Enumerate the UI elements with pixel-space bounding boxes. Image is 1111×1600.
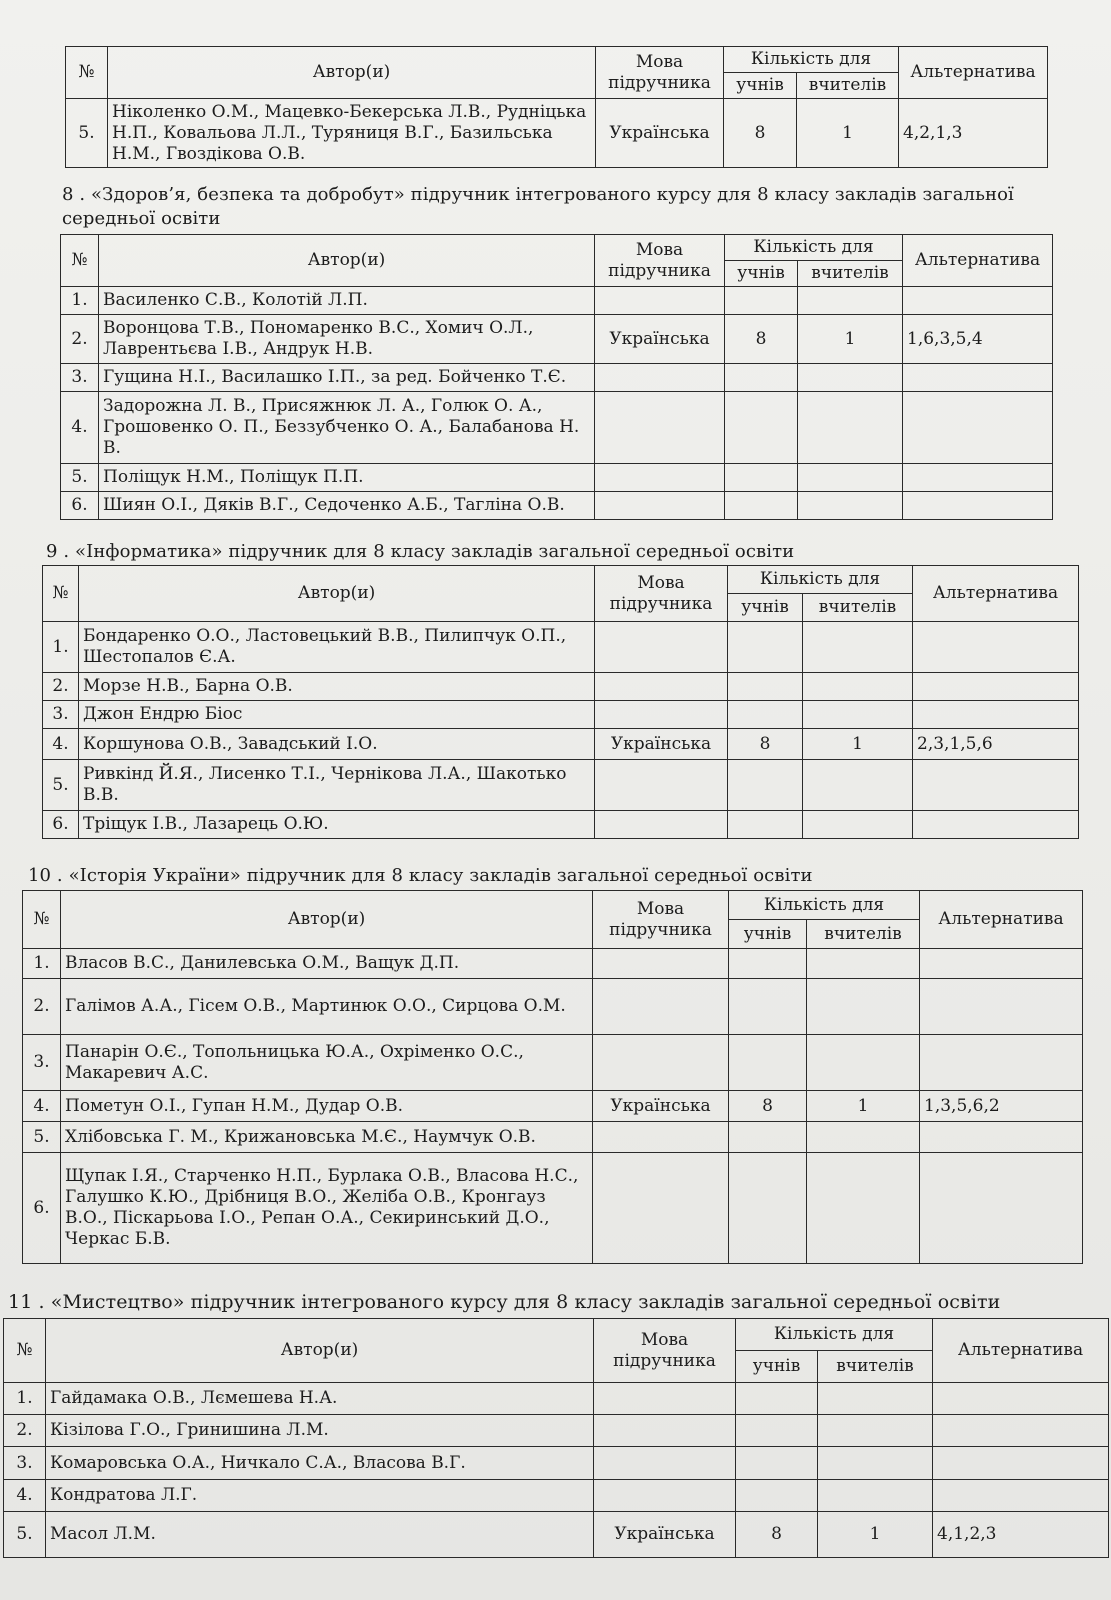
header-teachers: вчителів [803, 594, 913, 622]
table-header [23, 891, 1083, 949]
row-number: 4. [23, 1091, 61, 1122]
row-number: 5. [4, 1512, 46, 1558]
teachers-count-cell [807, 949, 920, 979]
language-cell: Українська [596, 99, 724, 168]
textbook-table-10 [22, 890, 1083, 1264]
header-teachers: вчителів [798, 261, 903, 287]
header-lang: Мова підручника [595, 566, 728, 622]
textbook-table-8 [60, 234, 1053, 520]
students-count-cell [725, 364, 798, 392]
teachers-count-cell [818, 1383, 933, 1415]
author-cell: Кондратова Л.Г. [46, 1480, 594, 1512]
language-cell [595, 811, 728, 839]
table-row [61, 287, 1053, 315]
teachers-count-cell: 1 [803, 729, 913, 760]
teachers-count-cell [803, 622, 913, 673]
students-count-cell: 8 [725, 315, 798, 364]
alternative-cell [933, 1383, 1109, 1415]
alternative-cell: 4,1,2,3 [933, 1512, 1109, 1558]
header-author: Автор(и) [108, 47, 596, 99]
author-cell: Коршунова О.В., Завадський І.О. [79, 729, 595, 760]
row-number: 1. [43, 622, 79, 673]
teachers-count-cell [807, 1122, 920, 1153]
teachers-count-cell: 1 [798, 315, 903, 364]
students-count-cell [729, 1153, 807, 1264]
language-cell: Українська [595, 729, 728, 760]
header-students: учнів [736, 1351, 818, 1383]
table-row [23, 949, 1083, 979]
table-row [61, 392, 1053, 464]
table-row [61, 492, 1053, 520]
students-count-cell [728, 811, 803, 839]
author-cell: Ніколенко О.М., Мацевко-Бекерська Л.В., Рудніцька Н.П., Ковальова Л.Л., Туряниця В.Г., Базильська Н.М., Гвоздікова О.В. [108, 99, 596, 168]
alternative-cell [920, 1153, 1083, 1264]
author-cell: Панарін О.Є., Топольницька Ю.А., Охріменко О.С., Макаревич А.С. [61, 1035, 593, 1091]
header-students: учнів [725, 261, 798, 287]
language-cell [595, 287, 725, 315]
author-cell: Задорожна Л. В., Присяжнюк Л. А., Голюк О. А., Грошовенко О. П., Беззубченко О. А., Балабанова Н. В. [99, 392, 595, 464]
language-cell [593, 1122, 729, 1153]
alternative-cell [913, 760, 1079, 811]
students-count-cell [725, 464, 798, 492]
textbook-table-9 [42, 565, 1079, 839]
teachers-count-cell [807, 1035, 920, 1091]
header-count: Кількість для [729, 891, 920, 920]
alternative-cell [903, 287, 1053, 315]
table-row [4, 1383, 1109, 1415]
author-cell: Гайдамака О.В., Лємешева Н.А. [46, 1383, 594, 1415]
students-count-cell [725, 492, 798, 520]
teachers-count-cell [818, 1447, 933, 1480]
alternative-cell [913, 622, 1079, 673]
students-count-cell [729, 1122, 807, 1153]
alternative-cell [903, 392, 1053, 464]
students-count-cell [725, 392, 798, 464]
alternative-cell [913, 701, 1079, 729]
header-author: Автор(и) [46, 1319, 594, 1383]
alternative-cell [913, 811, 1079, 839]
row-number: 5. [23, 1122, 61, 1153]
header-num: № [23, 891, 61, 949]
alternative-cell [913, 673, 1079, 701]
teachers-count-cell [807, 1153, 920, 1264]
author-cell: Власов В.С., Данилевська О.М., Ващук Д.П. [61, 949, 593, 979]
teachers-count-cell: 1 [818, 1512, 933, 1558]
students-count-cell: 8 [724, 99, 797, 168]
section-title-9: 9 . «Інформатика» підручник для 8 класу закладів загальної середньої освіти [46, 541, 795, 562]
header-students: учнів [728, 594, 803, 622]
header-lang: Мова підручника [595, 235, 725, 287]
header-students: учнів [729, 920, 807, 949]
row-number: 5. [66, 99, 108, 168]
students-count-cell [736, 1447, 818, 1480]
table-row [4, 1415, 1109, 1447]
row-number: 2. [43, 673, 79, 701]
table-row [43, 811, 1079, 839]
author-cell: Шиян О.І., Дяків В.Г., Седоченко А.Б., Тагліна О.В. [99, 492, 595, 520]
students-count-cell [729, 949, 807, 979]
author-cell: Василенко С.В., Колотій Л.П. [99, 287, 595, 315]
header-count: Кількість для [725, 235, 903, 261]
teachers-count-cell [803, 760, 913, 811]
row-number: 4. [43, 729, 79, 760]
row-number: 6. [23, 1153, 61, 1264]
alternative-cell: 1,6,3,5,4 [903, 315, 1053, 364]
header-teachers: вчителів [807, 920, 920, 949]
header-count: Кількість для [736, 1319, 933, 1351]
teachers-count-cell [803, 701, 913, 729]
header-alt: Альтернатива [913, 566, 1079, 622]
students-count-cell [736, 1383, 818, 1415]
row-number: 3. [43, 701, 79, 729]
alternative-cell [903, 492, 1053, 520]
teachers-count-cell [807, 979, 920, 1035]
header-lang: Мова підручника [594, 1319, 736, 1383]
language-cell [595, 492, 725, 520]
author-cell: Поліщук Н.М., Поліщук П.П. [99, 464, 595, 492]
students-count-cell [728, 673, 803, 701]
author-cell: Кізілова Г.О., Гринишина Л.М. [46, 1415, 594, 1447]
author-cell: Галімов А.А., Гісем О.В., Мартинюк О.О., Сирцова О.М. [61, 979, 593, 1035]
author-cell: Бондаренко О.О., Ластовецький В.В., Пилипчук О.П., Шестопалов Є.А. [79, 622, 595, 673]
section-title-8: 8 . «Здоров’я, безпека та добробут» підручник інтегрованого курсу для 8 класу закладів загальної середньої освіти [62, 184, 1014, 229]
teachers-count-cell [798, 492, 903, 520]
table-row [43, 760, 1079, 811]
language-cell [595, 701, 728, 729]
table-row [4, 1512, 1109, 1558]
students-count-cell [728, 701, 803, 729]
language-cell [595, 760, 728, 811]
alternative-cell [920, 1122, 1083, 1153]
students-count-cell [728, 622, 803, 673]
table-row [23, 1153, 1083, 1264]
teachers-count-cell: 1 [797, 99, 899, 168]
language-cell [595, 673, 728, 701]
header-num: № [66, 47, 108, 99]
alternative-cell [903, 464, 1053, 492]
teachers-count-cell [798, 287, 903, 315]
students-count-cell: 8 [729, 1091, 807, 1122]
header-teachers: вчителів [818, 1351, 933, 1383]
language-cell [594, 1415, 736, 1447]
language-cell [593, 949, 729, 979]
row-number: 3. [4, 1447, 46, 1480]
table-row [61, 464, 1053, 492]
alternative-cell [933, 1415, 1109, 1447]
alternative-cell [903, 364, 1053, 392]
language-cell [593, 1035, 729, 1091]
header-teachers: вчителів [797, 73, 899, 99]
row-number: 2. [61, 315, 99, 364]
alternative-cell [920, 1035, 1083, 1091]
header-alt: Альтернатива [933, 1319, 1109, 1383]
row-number: 4. [4, 1480, 46, 1512]
teachers-count-cell [818, 1480, 933, 1512]
header-num: № [61, 235, 99, 287]
row-number: 2. [4, 1415, 46, 1447]
teachers-count-cell [803, 673, 913, 701]
table-row [23, 1035, 1083, 1091]
language-cell [595, 364, 725, 392]
row-number: 5. [61, 464, 99, 492]
students-count-cell: 8 [728, 729, 803, 760]
teachers-count-cell [818, 1415, 933, 1447]
header-lang: Мова підручника [593, 891, 729, 949]
row-number: 6. [43, 811, 79, 839]
table-row [43, 701, 1079, 729]
alternative-cell [933, 1480, 1109, 1512]
row-number: 6. [61, 492, 99, 520]
table-header [66, 47, 1048, 99]
teachers-count-cell: 1 [807, 1091, 920, 1122]
table-row [61, 315, 1053, 364]
teachers-count-cell [798, 392, 903, 464]
header-num: № [43, 566, 79, 622]
row-number: 1. [23, 949, 61, 979]
students-count-cell [736, 1480, 818, 1512]
header-count: Кількість для [728, 566, 913, 594]
row-number: 1. [61, 287, 99, 315]
header-count: Кількість для [724, 47, 899, 73]
author-cell: Масол Л.М. [46, 1512, 594, 1558]
alternative-cell [920, 949, 1083, 979]
author-cell: Воронцова Т.В., Пономаренко В.С., Хомич О.Л., Лаврентьєва І.В., Андрук Н.В. [99, 315, 595, 364]
students-count-cell [729, 1035, 807, 1091]
section-title-10: 10 . «Історія України» підручник для 8 класу закладів загальної середньої освіти [28, 865, 813, 886]
table-row [43, 729, 1079, 760]
alternative-cell: 2,3,1,5,6 [913, 729, 1079, 760]
row-number: 2. [23, 979, 61, 1035]
language-cell [594, 1480, 736, 1512]
author-cell: Комаровська О.А., Ничкало С.А., Власова В.Г. [46, 1447, 594, 1480]
author-cell: Щупак І.Я., Старченко Н.П., Бурлака О.В., Власова Н.С., Галушко К.Ю., Дрібниця В.О., Желіба О.В., Кронгауз В.О., Піскарьова І.О., Репан О.А., Секиринський Д.О., Черкас Б.В. [61, 1153, 593, 1264]
language-cell [594, 1447, 736, 1480]
table-row [23, 1091, 1083, 1122]
language-cell [595, 392, 725, 464]
row-number: 3. [23, 1035, 61, 1091]
teachers-count-cell [798, 464, 903, 492]
row-number: 3. [61, 364, 99, 392]
author-cell: Гущина Н.І., Василашко І.П., за ред. Бойченко Т.Є. [99, 364, 595, 392]
alternative-cell: 4,2,1,3 [899, 99, 1048, 168]
header-num: № [4, 1319, 46, 1383]
author-cell: Пометун О.І., Гупан Н.М., Дудар О.В. [61, 1091, 593, 1122]
language-cell [593, 1153, 729, 1264]
author-cell: Хлібовська Г. М., Крижановська М.Є., Наумчук О.В. [61, 1122, 593, 1153]
table-row [4, 1447, 1109, 1480]
row-number: 5. [43, 760, 79, 811]
table-header [4, 1319, 1109, 1383]
author-cell: Ривкінд Й.Я., Лисенко Т.І., Чернікова Л.А., Шакотько В.В. [79, 760, 595, 811]
author-cell: Тріщук І.В., Лазарець О.Ю. [79, 811, 595, 839]
header-author: Автор(и) [99, 235, 595, 287]
alternative-cell [933, 1447, 1109, 1480]
header-author: Автор(и) [79, 566, 595, 622]
table-header [43, 566, 1079, 622]
table-row [43, 622, 1079, 673]
language-cell: Українська [595, 315, 725, 364]
teachers-count-cell [803, 811, 913, 839]
header-lang: Мова підручника [596, 47, 724, 99]
students-count-cell [729, 979, 807, 1035]
table-row [61, 364, 1053, 392]
table-header [61, 235, 1053, 287]
table-row [4, 1480, 1109, 1512]
alternative-cell [920, 979, 1083, 1035]
table-row [43, 673, 1079, 701]
alternative-cell: 1,3,5,6,2 [920, 1091, 1083, 1122]
header-students: учнів [724, 73, 797, 99]
row-number: 4. [61, 392, 99, 464]
section-title-11: 11 . «Мистецтво» підручник інтегрованого курсу для 8 класу закладів загальної середньої освіти [8, 1291, 1001, 1313]
table-row [23, 979, 1083, 1035]
language-cell: Українська [593, 1091, 729, 1122]
students-count-cell [725, 287, 798, 315]
author-cell: Морзе Н.В., Барна О.В. [79, 673, 595, 701]
textbook-table-7 [65, 46, 1048, 168]
students-count-cell [728, 760, 803, 811]
table-row [23, 1122, 1083, 1153]
language-cell [593, 979, 729, 1035]
row-number: 1. [4, 1383, 46, 1415]
students-count-cell [736, 1415, 818, 1447]
students-count-cell: 8 [736, 1512, 818, 1558]
language-cell [595, 622, 728, 673]
language-cell [594, 1383, 736, 1415]
header-alt: Альтернатива [903, 235, 1053, 287]
language-cell [595, 464, 725, 492]
table-row [66, 99, 1048, 168]
textbook-table-11 [3, 1318, 1109, 1558]
language-cell: Українська [594, 1512, 736, 1558]
header-author: Автор(и) [61, 891, 593, 949]
header-alt: Альтернатива [920, 891, 1083, 949]
teachers-count-cell [798, 364, 903, 392]
header-alt: Альтернатива [899, 47, 1048, 99]
author-cell: Джон Ендрю Біос [79, 701, 595, 729]
